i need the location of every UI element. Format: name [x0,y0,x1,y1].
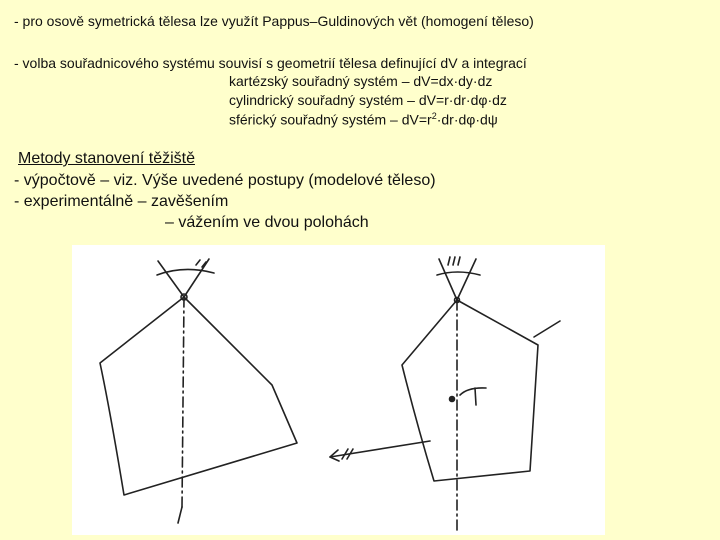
left-support-lines [158,259,209,297]
suspension-figure [72,245,605,535]
line-cylindrical: cylindrický souřadný systém – dV=r·dr·dφ·dz [229,92,507,108]
method-suspension: - experimentálně – zavěšením [14,193,229,210]
centre-of-gravity-mark [460,388,486,405]
line-coordinate-system: - volba souřadnicového systému souvisí s geometrií tělesa definující dV a integrací [14,55,527,71]
right-support-hatch [448,257,460,265]
line-spherical-b: ·dr·dφ·dψ [436,111,498,128]
left-body-outline [100,297,297,495]
methods-heading: Metody stanovení těžiště [18,150,195,167]
line-spherical-exponent: 2 [431,111,437,121]
line-intro: - pro osově symetrická tělesa lze využít Pappus–Guldinových vět (homogení těleso) [14,13,534,29]
right-edge-mark [534,321,560,337]
centre-of-gravity-point [450,397,455,402]
right-support-arc [437,272,480,275]
line-cartesian: kartézský souřadný systém – dV=dx·dy·dz [229,73,493,89]
right-body-outline [402,300,538,481]
left-plumb-line [182,297,184,507]
method-weighing: – vážením ve dvou polohách [165,214,369,231]
method-calculation: - výpočtově – viz. Výše uvedené postupy (modelové těleso) [14,172,436,189]
line-spherical [229,111,498,128]
suspension-sketch [72,245,605,535]
line-spherical-a: sférický souřadný systém – dV=r [229,111,432,128]
left-plumb-tail [178,507,182,523]
